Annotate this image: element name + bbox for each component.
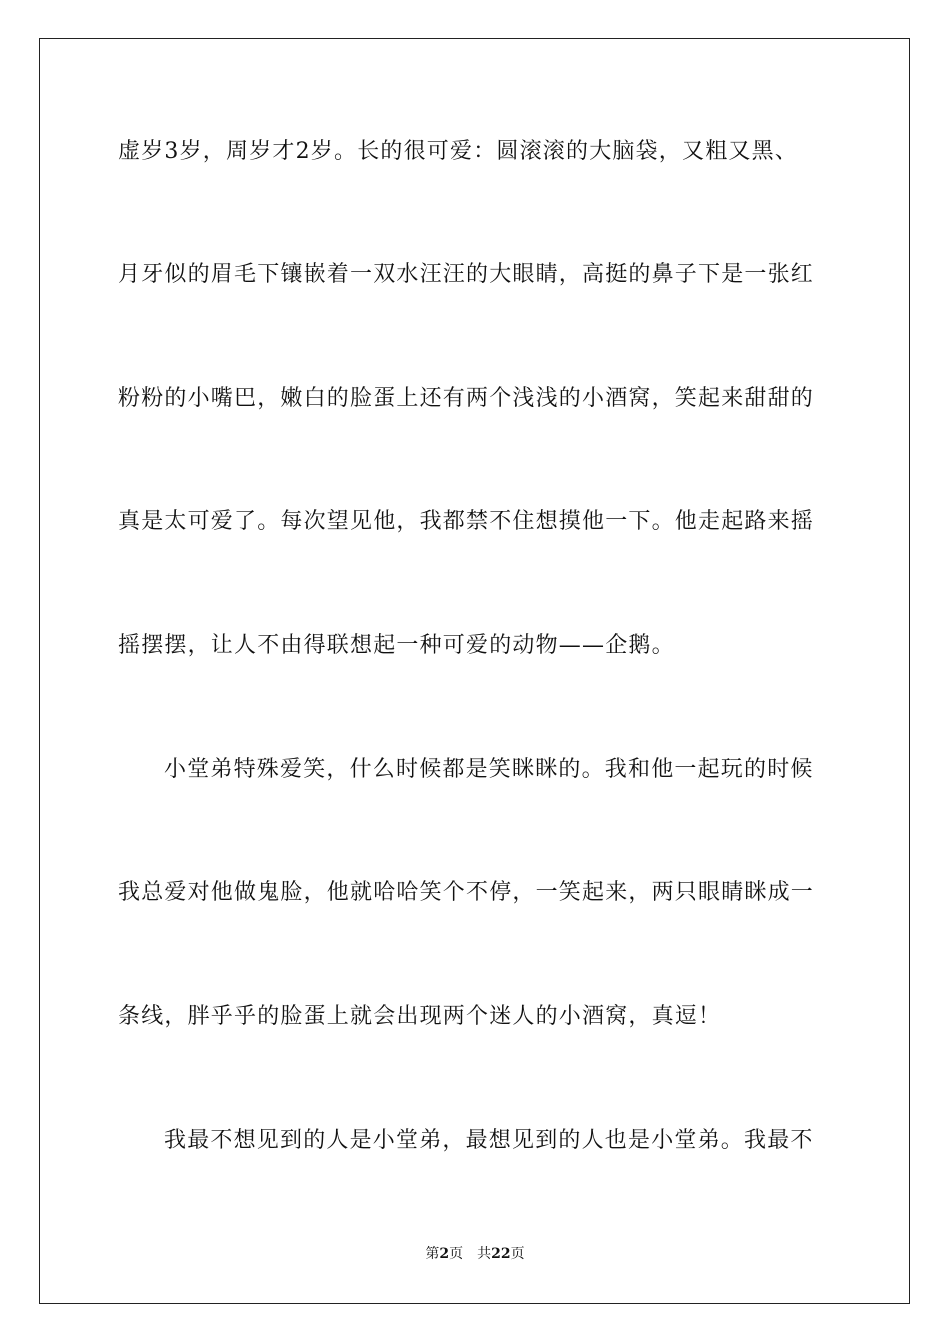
- page-border: [39, 38, 910, 1304]
- page-footer: [0, 1244, 950, 1264]
- body-text-line: 条线，胖乎乎的脸蛋上就会出现两个迷人的小酒窝，真逗！: [118, 1004, 722, 1029]
- body-text-line: 月牙似的眉毛下镶嵌着一双水汪汪的大眼睛，高挺的鼻子下是一张红: [118, 262, 815, 287]
- total-pages: 共22页: [477, 1246, 525, 1262]
- body-text-line: 我总爱对他做鬼脸，他就哈哈笑个不停，一笑起来，两只眼睛眯成一: [118, 880, 815, 905]
- paragraph-first-line: 小堂弟特殊爱笑，什么时候都是笑眯眯的。我和他一起玩的时候: [164, 757, 814, 782]
- body-text-line: 粉粉的小嘴巴，嫩白的脸蛋上还有两个浅浅的小酒窝，笑起来甜甜的: [118, 386, 815, 411]
- body-text-line: 摇摆摆，让人不由得联想起一种可爱的动物——企鹅。: [118, 633, 675, 658]
- page-number: 第2页: [425, 1246, 464, 1262]
- body-text-line: 虚岁3岁，周岁才2岁。长的很可爱：圆滚滚的大脑袋，又粗又黑、: [118, 139, 798, 164]
- paragraph-first-line: 我最不想见到的人是小堂弟，最想见到的人也是小堂弟。我最不: [164, 1128, 814, 1153]
- body-text-line: 真是太可爱了。每次望见他，我都禁不住想摸他一下。他走起路来摇: [118, 509, 815, 534]
